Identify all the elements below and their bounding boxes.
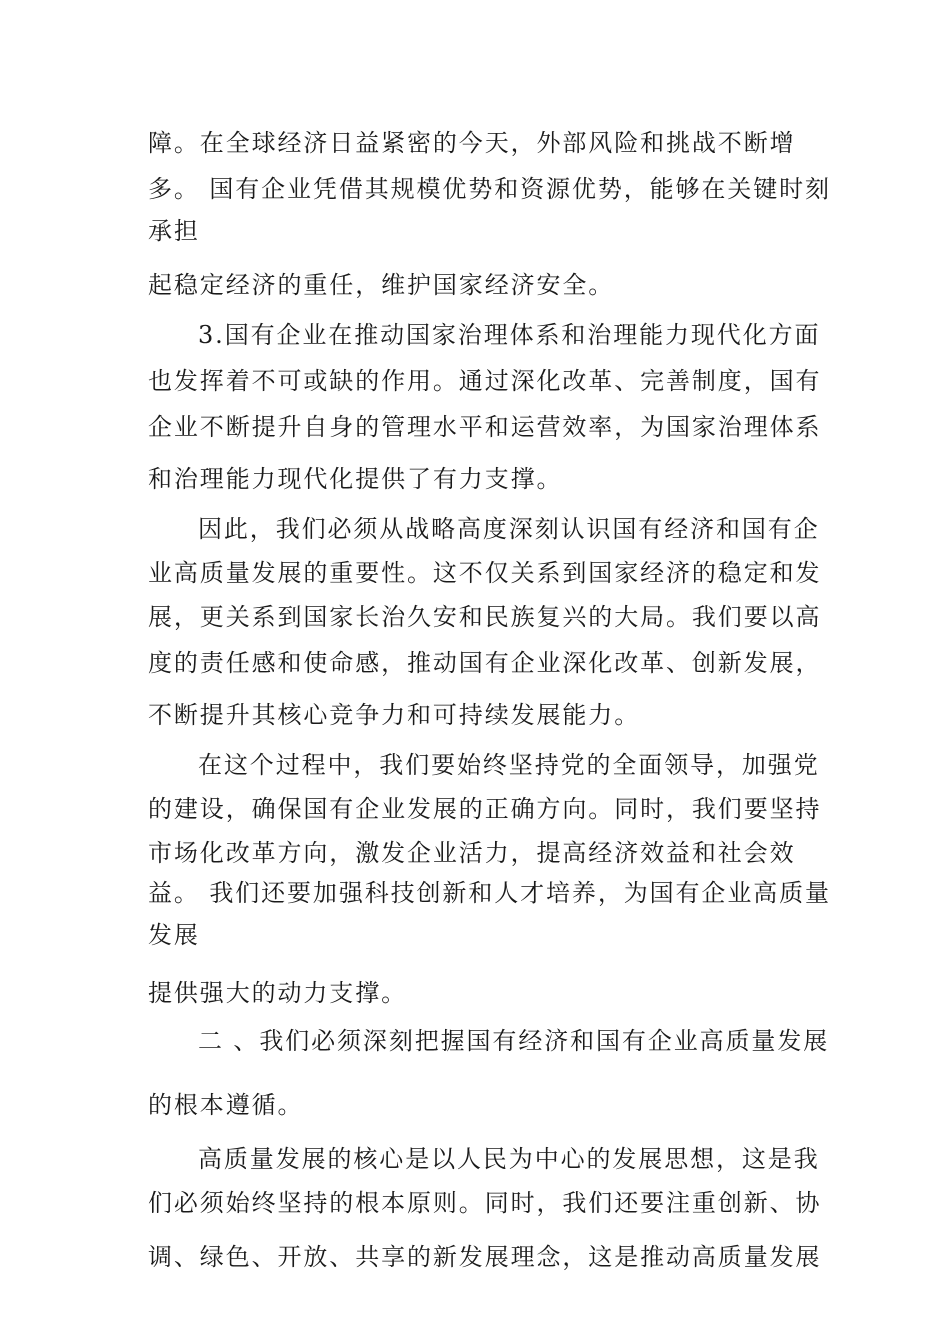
text-line: 在这个过程中，我们要始终坚持党的全面领导，加强党 [198, 751, 820, 779]
text-line: 和治理能力现代化提供了有力支撑。 [148, 465, 563, 493]
text-line: 的建设，确保国有企业发展的正确方向。同时，我们要坚持 [148, 795, 822, 823]
section-heading: 二 、我们必须深刻把握国有经济和国有企业高质量发展 [198, 1027, 830, 1055]
text-line: 高质量发展的核心是以人民为中心的发展思想，这是我 [198, 1145, 820, 1173]
section-heading: 的根本遵循。 [148, 1091, 304, 1119]
text-line: 起稳定经济的重任，维护国家经济安全。 [148, 271, 615, 299]
text-line: 发展 [148, 921, 200, 949]
text-line: 企业不断提升自身的管理水平和运营效率，为国家治理体系 [148, 413, 822, 441]
text-line: 也发挥着不可或缺的作用。通过深化改革、完善制度，国有 [148, 367, 822, 395]
text-line: 障。在全球经济日益紧密的今天，外部风险和挑战不断增 [148, 129, 796, 157]
text-line: 承担 [148, 217, 200, 245]
text-line: 因此，我们必须从战略高度深刻认识国有经济和国有企 [198, 515, 820, 543]
text-line: 益。 我们还要加强科技创新和人才培养，为国有企业高质量 [148, 879, 831, 907]
text-line: 们必须始终坚持的根本原则。同时，我们还要注重创新、协 [148, 1189, 822, 1217]
text-line: 3.国有企业在推动国家治理体系和治理能力现代化方面 [198, 321, 821, 349]
text-line: 提供强大的动力支撑。 [148, 979, 407, 1007]
text-line: 展，更关系到国家长治久安和民族复兴的大局。我们要以高 [148, 603, 822, 631]
text-line: 多。 国有企业凭借其规模优势和资源优势，能够在关键时刻 [148, 175, 831, 203]
text-line: 不断提升其核心竞争力和可持续发展能力。 [148, 701, 641, 729]
text-line: 市场化改革方向，激发企业活力，提高经济效益和社会效 [148, 839, 796, 867]
text-line: 度的责任感和使命感，推动国有企业深化改革、创新发展， [148, 649, 822, 677]
text-line: 业高质量发展的重要性。这不仅关系到国家经济的稳定和发 [148, 559, 822, 587]
text-line: 调、绿色、开放、共享的新发展理念，这是推动高质量发展 [148, 1243, 822, 1271]
